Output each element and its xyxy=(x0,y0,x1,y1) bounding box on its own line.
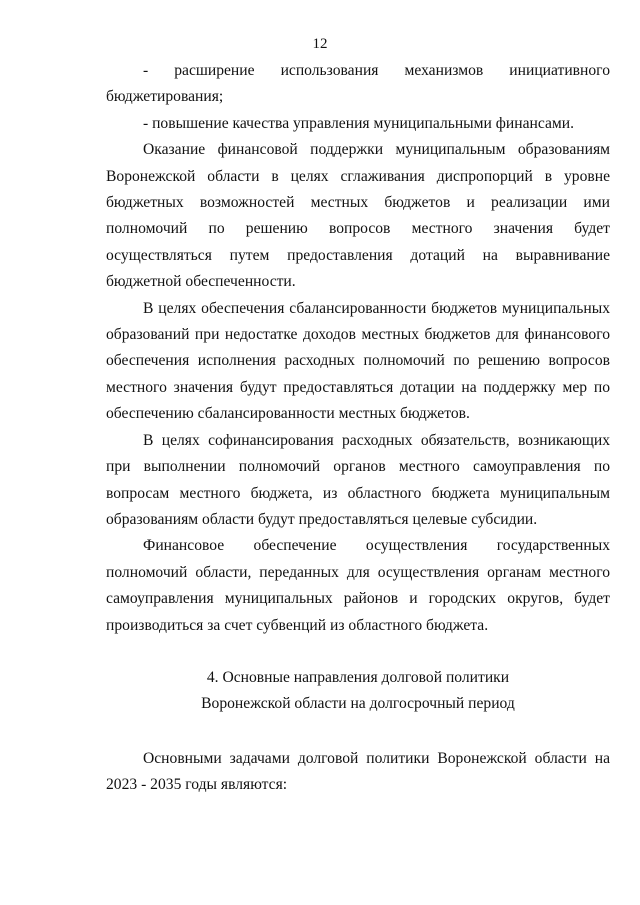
paragraph-initiative-budgeting: - расширение использования механизмов инициативного бюджетирования; xyxy=(106,62,610,106)
paragraph-state-powers: Финансовое обеспечение осуществления государственных полномочий области, переданных для осуществления органам местного самоуправления муниципальных районов и городских округов, будет производиться за счет субвенций из областного бюджета. xyxy=(106,537,610,634)
paragraph-finance-management-quality: - повышение качества управления муниципальными финансами. xyxy=(143,114,574,132)
document-body xyxy=(106,58,610,799)
paragraph-debt-policy-intro: Основными задачами долговой политики Воронежской области на 2023 - 2035 годы являются: xyxy=(106,749,610,794)
section-heading-line-1: 4. Основные направления долговой политики xyxy=(206,668,510,686)
section-heading-line-2: Воронежской области на долгосрочный период xyxy=(201,695,515,713)
paragraph-co-financing: В целях софинансирования расходных обязательств, возникающих при выполнении полномочий органов местного самоуправления по вопросам местного бюджета, из областного бюджета муниципальным образованиям области будут предоставляться целевые субсидии. xyxy=(106,431,610,528)
section-heading xyxy=(106,665,610,718)
paragraph-balance-subsidies: В целях обеспечения сбалансированности бюджетов муниципальных образований при недостатке доходов местных бюджетов для финансового обеспечения исполнения расходных полномочий по решению вопросов местного значения будут предоставляться дотации на поддержку мер по обеспечению сбалансированности местных бюджетов. xyxy=(106,299,610,423)
page-number: 12 xyxy=(312,36,328,52)
paragraph-financial-support: Оказание финансовой поддержки муниципальным образованиям Воронежской области в целях сглаживания диспропорций в уровне бюджетных возможностей местных бюджетов и реализации ими полномочий по решению вопросов местного значения будет осуществляться путем предоставления дотаций на выравнивание бюджетной обеспеченности. xyxy=(106,141,610,291)
